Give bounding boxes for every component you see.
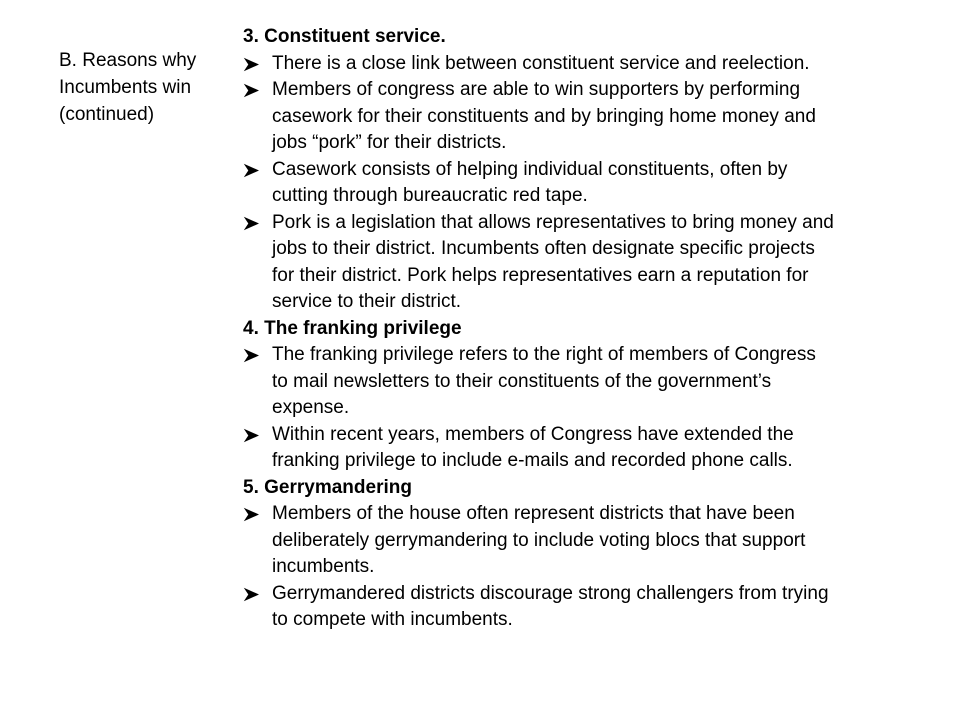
bullet-text xyxy=(272,157,943,210)
bullet-line: There is a close link between constituent service and reelection. xyxy=(272,52,810,74)
section-title-franking-privilege: 4. The franking privilege xyxy=(243,317,462,339)
bullet-line: jobs “pork” for their districts. xyxy=(272,132,507,153)
bullet-line: Within recent years, members of Congress have extended the xyxy=(272,423,794,445)
left-heading-line: Incumbents win xyxy=(59,77,192,98)
bullet-line: Casework consists of helping individual constituents, often by xyxy=(272,158,788,180)
bullet-line: casework for their constituents and by bringing home money and xyxy=(272,105,816,127)
bullet-text xyxy=(272,51,943,78)
left-heading-line: (continued) xyxy=(59,104,155,125)
bullet-item xyxy=(243,77,943,157)
arrowhead-bullet-icon xyxy=(243,348,260,363)
bullet-item xyxy=(243,581,943,634)
arrowhead-bullet-icon xyxy=(243,83,260,98)
bullet-item xyxy=(243,51,943,78)
bullet-text xyxy=(272,210,943,316)
bullet-line: to mail newsletters to their constituents of the government’s xyxy=(272,370,772,392)
bullet-line: deliberately gerrymandering to include voting blocs that support xyxy=(272,529,806,551)
bullet-line: Gerrymandered districts discourage strong challengers from trying xyxy=(272,582,829,604)
bullet-item xyxy=(243,342,943,422)
bullet-line: Pork is a legislation that allows representatives to bring money and xyxy=(272,211,834,233)
bullet-item xyxy=(243,157,943,210)
bullet-text xyxy=(272,581,943,634)
bullet-text xyxy=(272,501,943,581)
arrowhead-bullet-icon xyxy=(243,163,260,178)
bullet-line: Members of the house often represent districts that have been xyxy=(272,503,795,524)
arrowhead-bullet-icon xyxy=(243,428,260,443)
arrowhead-bullet-icon xyxy=(243,57,260,72)
arrowhead-bullet-icon xyxy=(243,587,260,602)
bullet-text xyxy=(272,422,943,475)
bullet-line: cutting through bureaucratic red tape. xyxy=(272,185,588,206)
bullet-line: The franking privilege refers to the right of members of Congress xyxy=(272,344,816,365)
bullet-item xyxy=(243,422,943,475)
bullet-line: service to their district. xyxy=(272,291,461,312)
section-title-constituent-service: 3. Constituent service. xyxy=(243,26,446,47)
bullet-line: to compete with incumbents. xyxy=(272,609,513,630)
bullet-line: for their district. Pork helps representatives earn a reputation for xyxy=(272,264,809,286)
bullet-text xyxy=(272,77,943,157)
left-heading xyxy=(59,47,229,128)
bullet-text xyxy=(272,342,943,422)
bullet-line: expense. xyxy=(272,397,350,418)
bullet-item xyxy=(243,210,943,316)
bullet-item xyxy=(243,501,943,581)
bullet-line: incumbents. xyxy=(272,556,375,577)
left-heading-line: B. Reasons why xyxy=(59,50,197,71)
bullet-line: franking privilege to include e-mails and recorded phone calls. xyxy=(272,450,793,471)
bullet-line: jobs to their district. Incumbents often designate specific projects xyxy=(272,238,815,259)
section-title-gerrymandering: 5. Gerrymandering xyxy=(243,476,412,498)
bullet-line: Members of congress are able to win supporters by performing xyxy=(272,79,801,100)
slide-content xyxy=(243,24,943,634)
arrowhead-bullet-icon xyxy=(243,216,260,231)
arrowhead-bullet-icon xyxy=(243,507,260,522)
